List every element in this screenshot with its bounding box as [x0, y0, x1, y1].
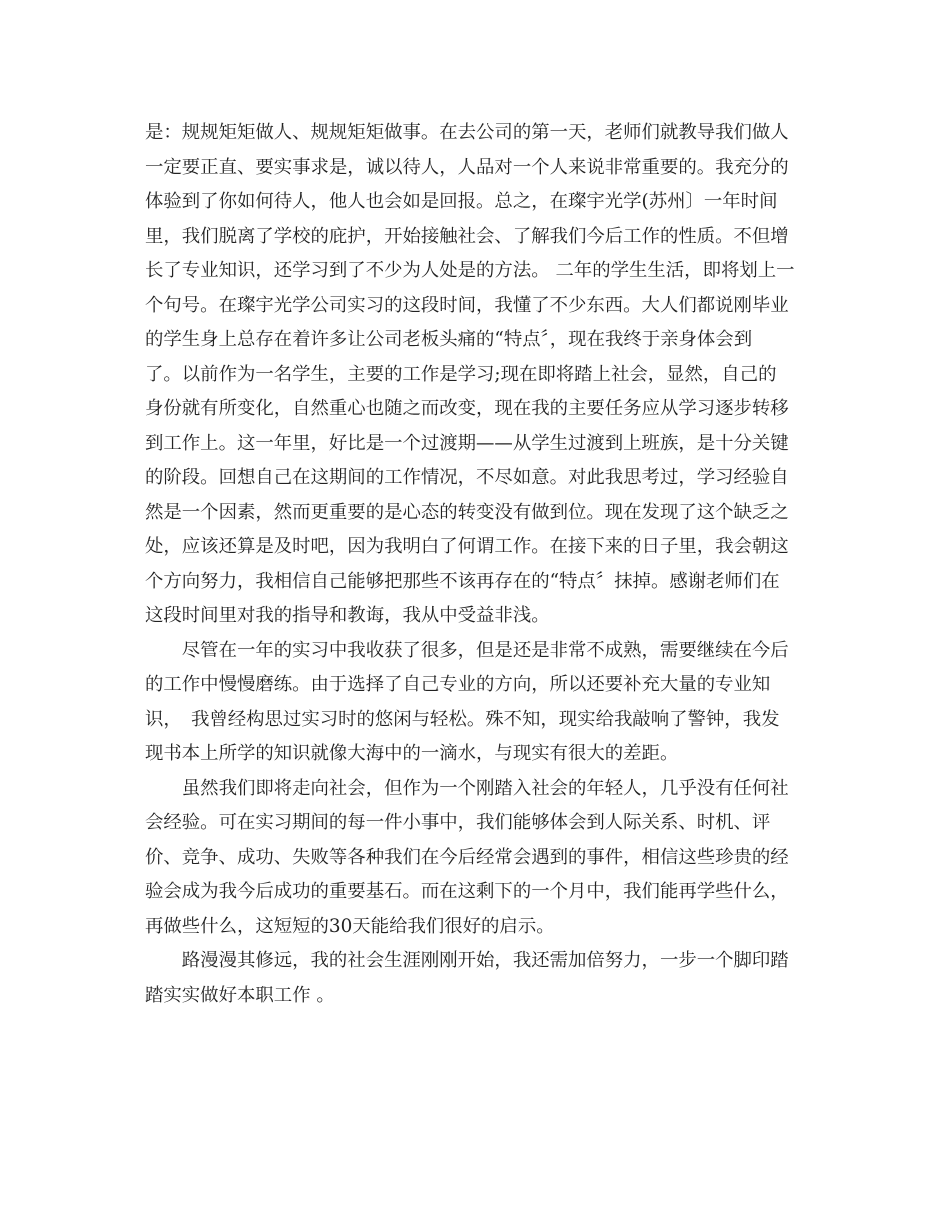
text-line: 价、竞争、成功、失败等各种我们在今后经常会遇到的事件，相信这些珍贵的经 [145, 846, 789, 868]
text-line: 这段时间里对我的指导和教诲，我从中受益非浅。 [145, 605, 550, 626]
text-line: 然是一个因素，然而更重要的是心态的转变没有做到位。现在发现了这个缺乏之 [145, 501, 789, 523]
text-line: 是：规规矩矩做人、规规矩矩做事。在去公司的第一天，老师们就教导我们做人 [145, 122, 789, 143]
text-line: 验会成为我今后成功的重要基石。而在这剩下的一个月中，我们能再学些什么， [145, 881, 789, 902]
text-line: 识， 我曾经构思过实习时的悠闲与轻松。殊不知，现实给我敲响了警钟，我发 [145, 708, 780, 730]
text-line: 的阶段。回想自己在这期间的工作情况，不尽如意。对此我思考过，学习经验自 [145, 467, 789, 488]
text-line: 现书本上所学的知识就像大海中的一滴水，与现实有很大的差距。 [145, 743, 679, 764]
text-line: 再做些什么，这短短的30天能给我们很好的启示。 [145, 915, 555, 937]
text-line: 体验到了你如何待人，他人也会如是回报。总之，在璨宇光学(苏州〕一年时间 [145, 191, 778, 212]
text-line: 会经验。可在实习期间的每一件小事中，我们能够体会到人际关系、时机、评 [145, 812, 771, 833]
text-line: 处，应该还算是及时吧，因为我明白了何谓工作。在接下来的日子里，我会朝这 [145, 536, 789, 557]
text-line: 虽然我们即将走向社会，但作为一个刚踏入社会的年轻人，几乎没有任何社 [145, 777, 789, 799]
text-line: 个方向努力，我相信自己能够把那些不该再存在的“特点〞抹掉。感谢老师们在 [145, 570, 780, 592]
text-line: 路漫漫其修远，我的社会生涯刚刚开始，我还需加倍努力，一步一个脚印踏 [145, 950, 789, 971]
text-line: 里，我们脱离了学校的庇护，开始接触社会、了解我们今后工作的性质。不但增 [145, 225, 789, 247]
text-line: 尽管在一年的实习中我收获了很多，但是还是非常不成熟，需要继续在今后 [145, 639, 789, 661]
text-line: 个句号。在璨宇光学公司实习的这段时间，我懂了不少东西。大人们都说刚毕业 [145, 294, 789, 316]
text-line: 到工作上。这一年里，好比是一个过渡期——从学生过渡到上班族，是十分关键 [145, 432, 789, 454]
text-line: 了。以前作为一名学生，主要的工作是学习;现在即将踏上社会，显然，自己的 [145, 363, 777, 385]
document-body [145, 116, 805, 1013]
text-line: 的工作中慢慢磨练。由于选择了自己专业的方向，所以还要补充大量的专业知 [145, 674, 771, 695]
text-line: 的学生身上总存在着许多让公司老板头痛的“特点〞，现在我终于亲身体会到 [145, 329, 753, 350]
text-line: 长了专业知识，还学习到了不少为人处是的方法。 二年的学生生活，即将划上一 [145, 260, 795, 281]
text-line: 一定要正直、要实事求是，诚以待人，人品对一个人来说非常重要的。我充分的 [145, 156, 789, 178]
text-line: 身份就有所变化，自然重心也随之而改变，现在我的主要任务应从学习逐步转移 [145, 398, 789, 419]
text-line: 踏实实做好本职工作 。 [145, 984, 335, 1006]
